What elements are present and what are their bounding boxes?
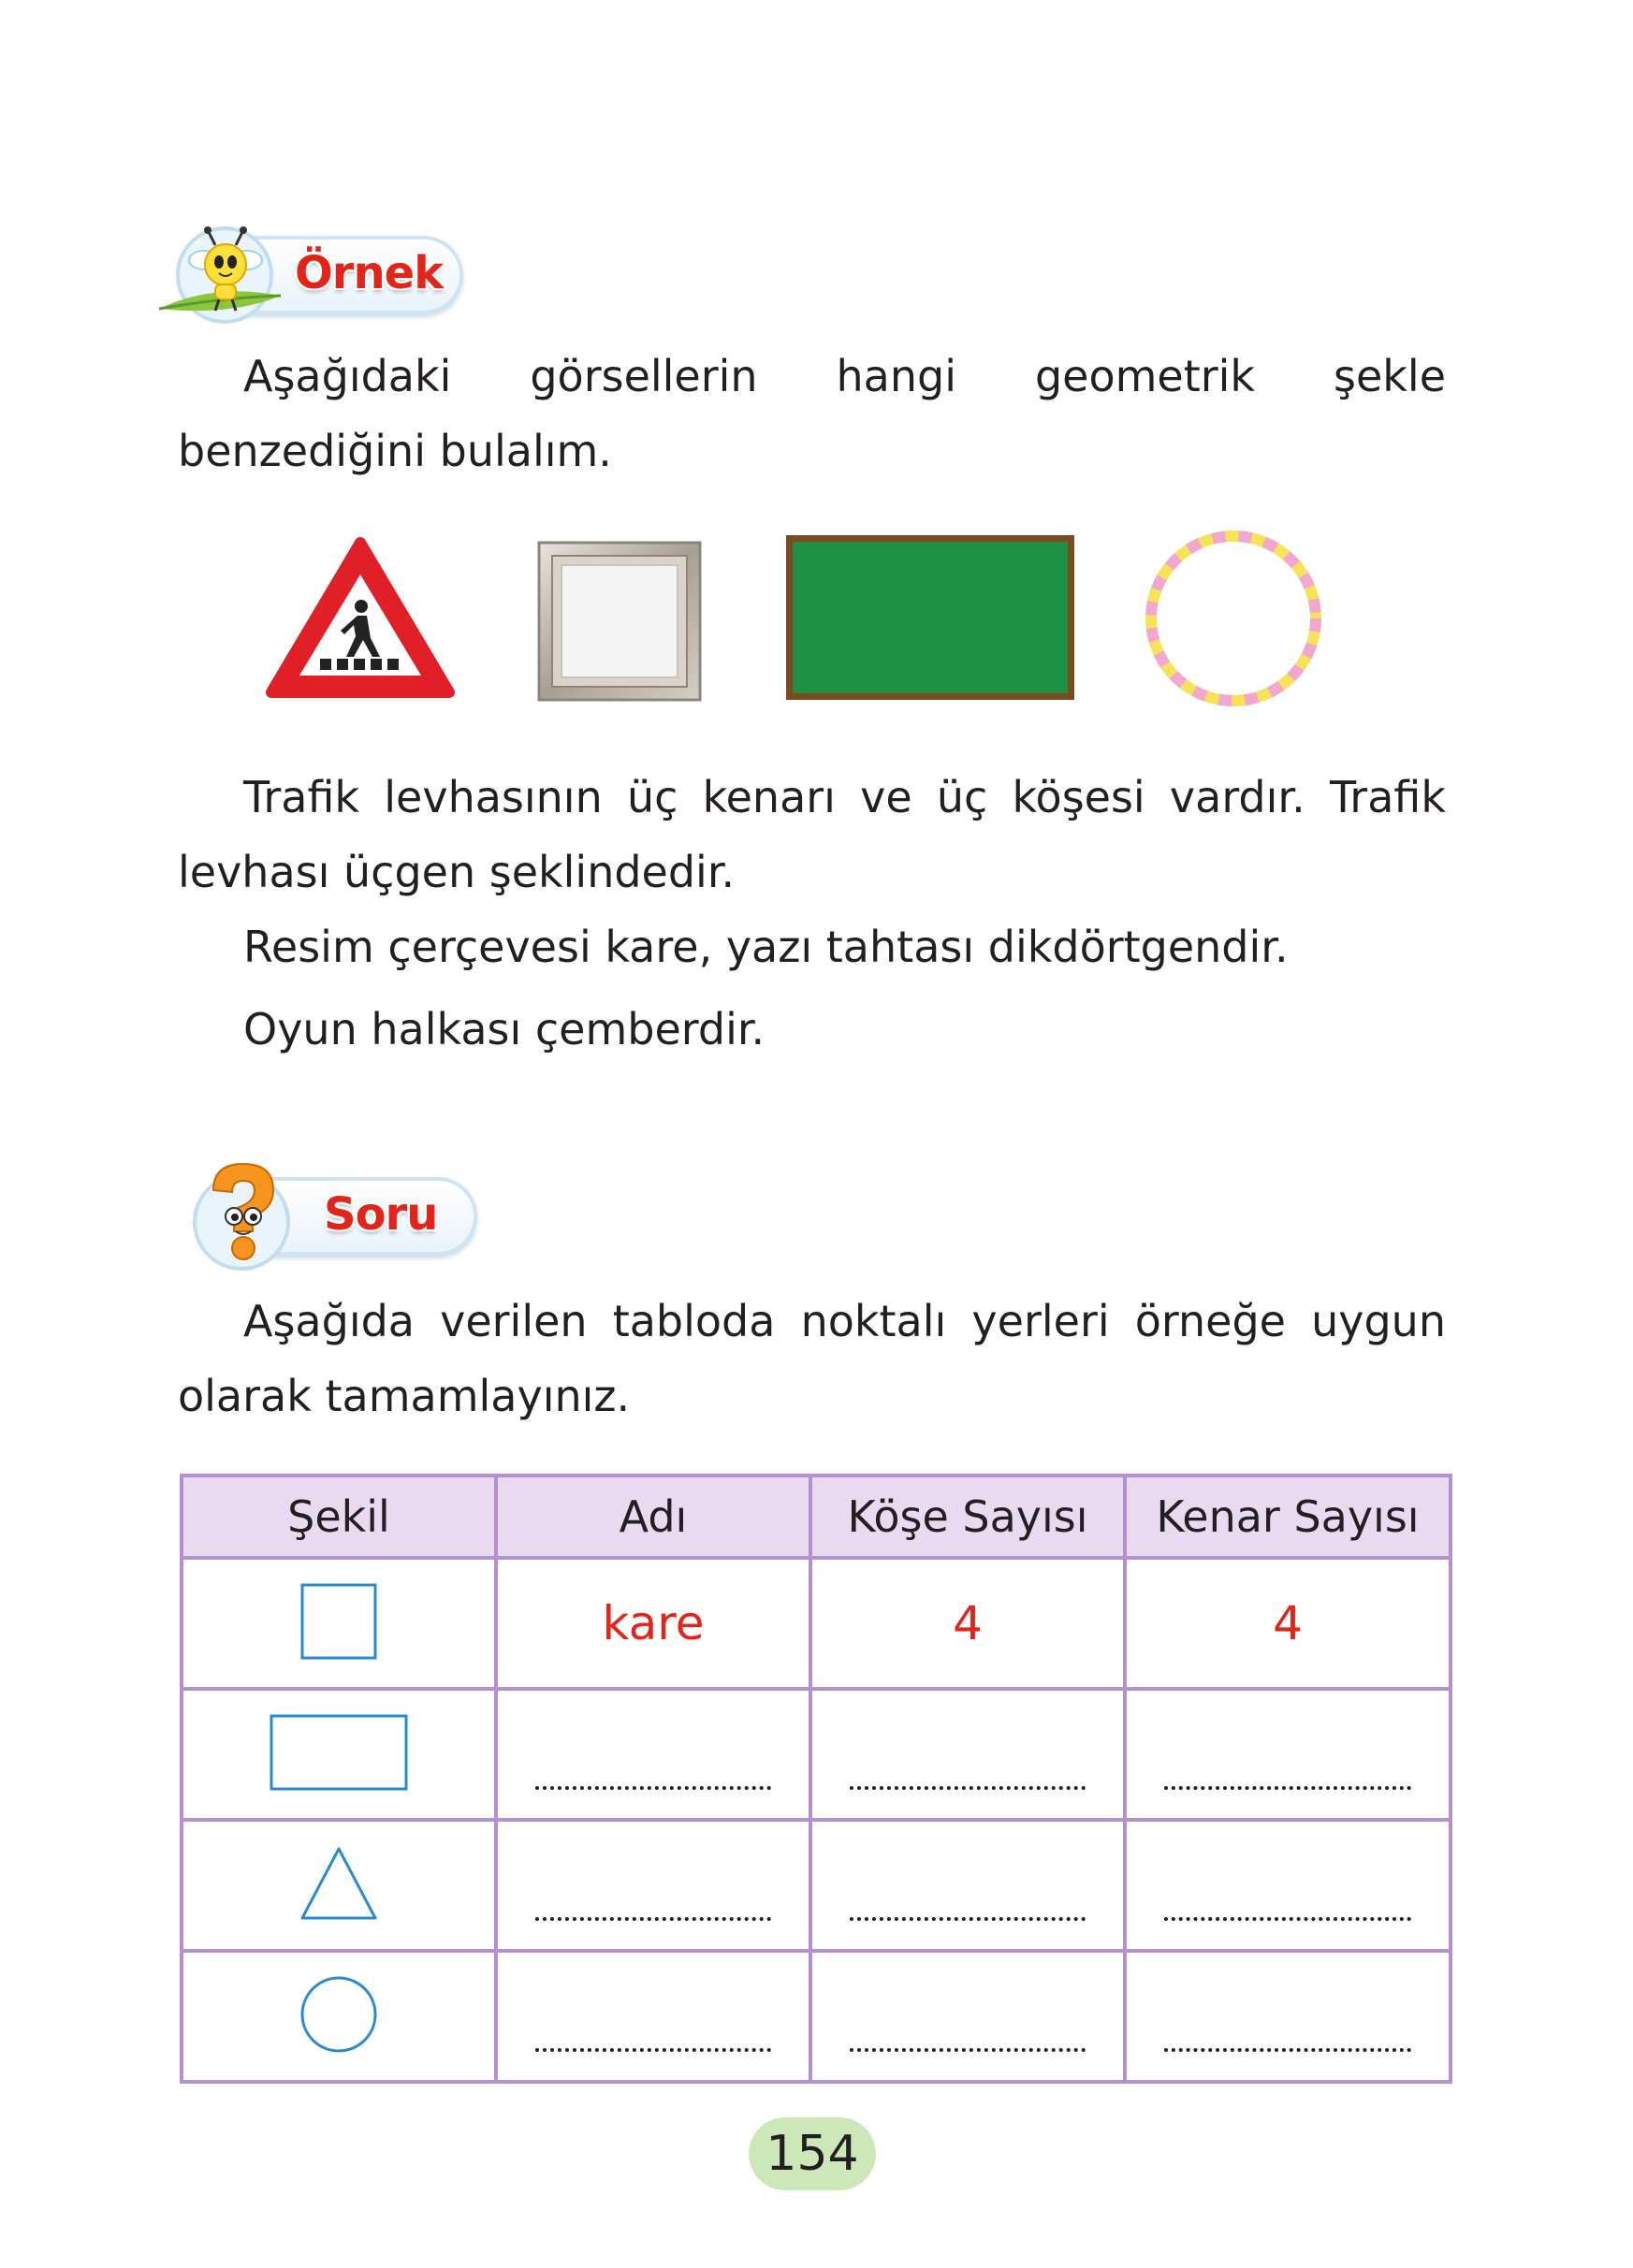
dotted-answer-line	[1164, 1786, 1411, 1790]
edge-count-cell	[1125, 1558, 1451, 1689]
name-cell	[496, 1558, 810, 1689]
table-header-row	[182, 1476, 1451, 1558]
dotted-answer-line	[535, 1786, 771, 1790]
edge-count-blank-cell[interactable]	[1125, 1951, 1451, 2082]
page-number: 154	[749, 2117, 876, 2190]
shape-cell	[182, 1689, 496, 1820]
picture-frame-icon	[537, 541, 702, 702]
blackboard-icon	[784, 533, 1076, 702]
question-mark-mascot-icon	[185, 1156, 298, 1274]
dotted-answer-line	[850, 1917, 1086, 1921]
shape-cell	[182, 1820, 496, 1951]
answer-edges: 4	[1273, 1596, 1303, 1650]
bee-mascot-icon	[157, 223, 298, 335]
corner-count-blank-cell[interactable]	[810, 1689, 1125, 1820]
question-badge-label: Soru	[324, 1188, 438, 1241]
answer-corners: 4	[953, 1596, 983, 1650]
header-edge-count: Kenar Sayısı	[1125, 1476, 1451, 1558]
dotted-answer-line	[1164, 2048, 1411, 2052]
dotted-answer-line	[850, 2048, 1086, 2052]
example-explanation-2: Resim çerçevesi kare, yazı tahtası dikdörtgendir.	[243, 922, 1289, 972]
table-row	[182, 1951, 1451, 2082]
corner-count-cell	[810, 1558, 1125, 1689]
corner-count-blank-cell[interactable]	[810, 1951, 1125, 2082]
table-row	[182, 1558, 1451, 1689]
corner-count-blank-cell[interactable]	[810, 1820, 1125, 1951]
table-row	[182, 1820, 1451, 1951]
square-icon	[299, 1582, 378, 1661]
shapes-table	[180, 1474, 1452, 2084]
header-name: Adı	[496, 1476, 810, 1558]
example-intro: Aşağıdaki görsellerin hangi geometrik şekle benzediğini bulalım.	[178, 351, 1446, 476]
example-badge-label: Örnek	[295, 247, 444, 299]
hula-hoop-icon	[1142, 527, 1325, 710]
shape-cell	[182, 1951, 496, 2082]
shape-cell	[182, 1558, 496, 1689]
name-blank-cell[interactable]	[496, 1820, 810, 1951]
dotted-answer-line	[1164, 1917, 1411, 1921]
answer-name: kare	[602, 1596, 705, 1650]
header-shape: Şekil	[182, 1476, 496, 1558]
pedestrian-crossing-sign-icon	[264, 535, 457, 702]
rectangle-icon	[269, 1713, 409, 1792]
triangle-icon	[299, 1845, 379, 1922]
dotted-answer-line	[535, 2048, 771, 2052]
question-instruction: Aşağıda verilen tabloda noktalı yerleri örneğe uygun olarak tamamlayınız.	[178, 1296, 1446, 1421]
name-blank-cell[interactable]	[496, 1689, 810, 1820]
example-explanation-1: Trafik levhasının üç kenarı ve üç köşesi vardır. Trafik levhası üçgen şeklindedir.	[178, 772, 1446, 897]
edge-count-blank-cell[interactable]	[1125, 1689, 1451, 1820]
table-row	[182, 1689, 1451, 1820]
edge-count-blank-cell[interactable]	[1125, 1820, 1451, 1951]
header-corner-count: Köşe Sayısı	[810, 1476, 1125, 1558]
dotted-answer-line	[535, 1917, 771, 1921]
dotted-answer-line	[850, 1786, 1086, 1790]
example-explanation-3: Oyun halkası çemberdir.	[243, 1004, 765, 1054]
circle-icon	[299, 1974, 379, 2055]
name-blank-cell[interactable]	[496, 1951, 810, 2082]
